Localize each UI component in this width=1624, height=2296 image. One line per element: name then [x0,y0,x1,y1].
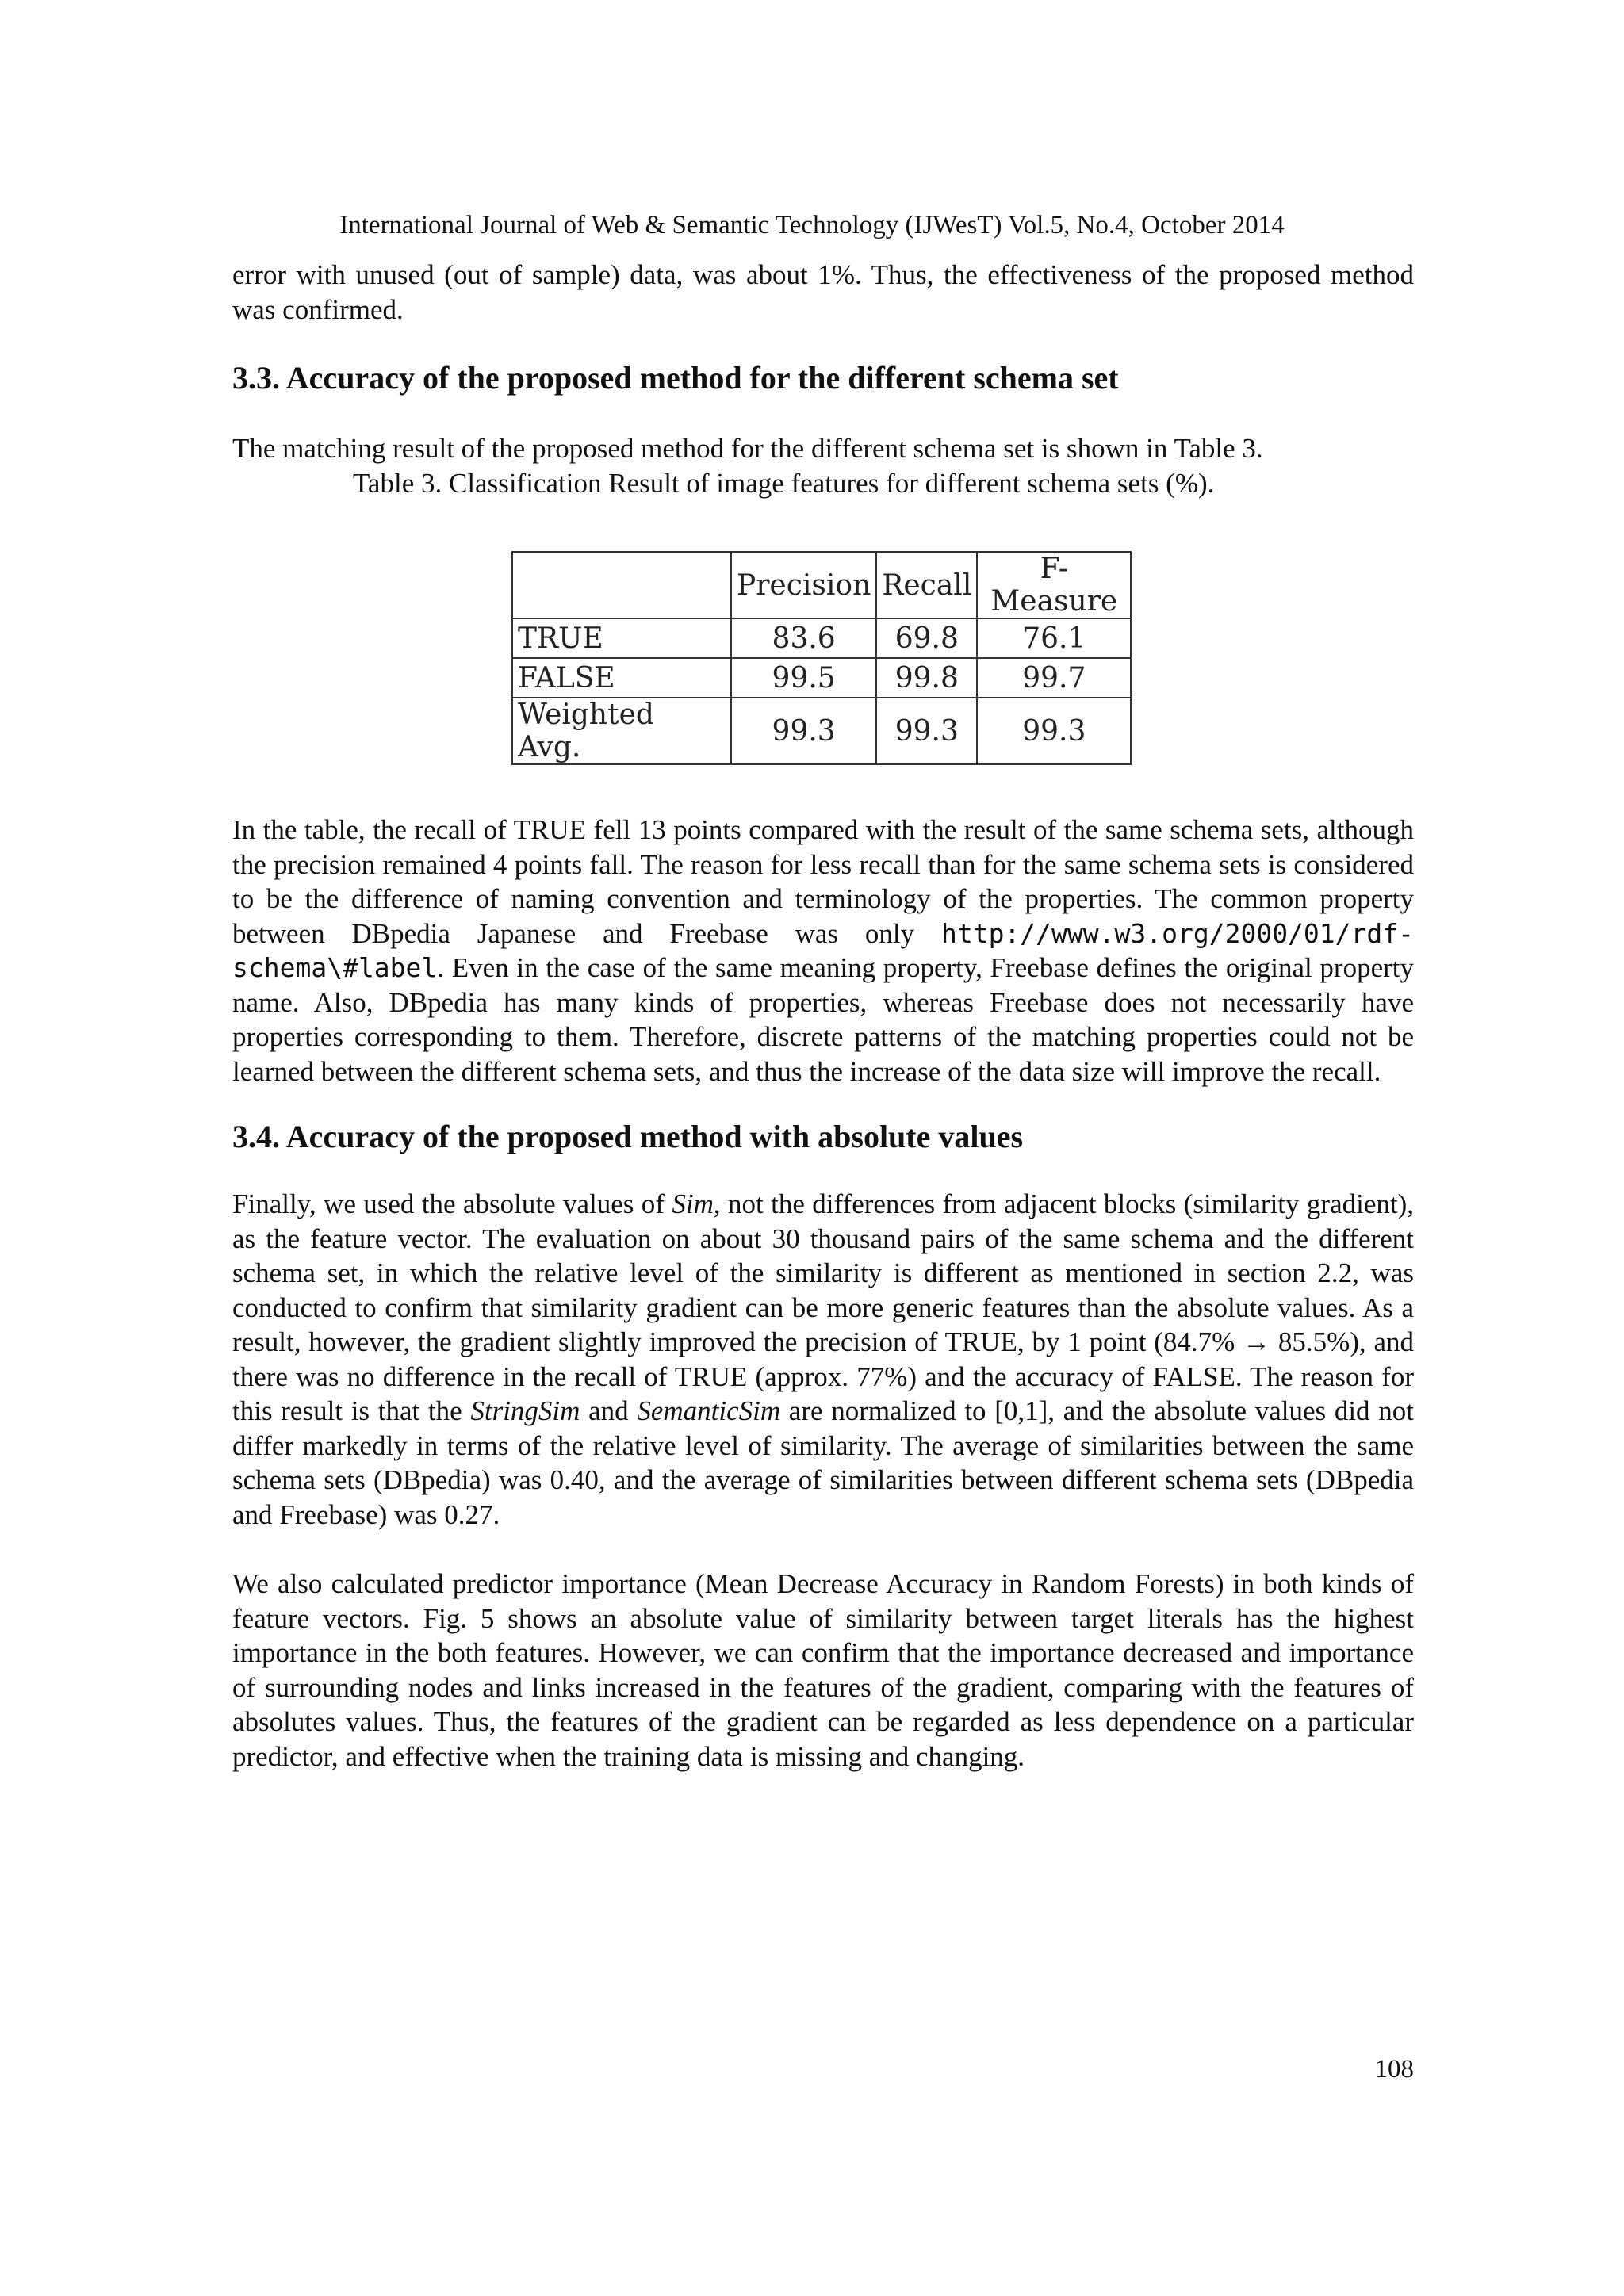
row-label: Weighted Avg. [512,698,731,764]
text-run: Finally, we used the absolute values of [232,1188,672,1219]
table-row [512,618,1131,658]
table-cell: 99.3 [876,698,977,764]
table-cell: 76.1 [977,618,1131,658]
text-run: . Even in the case of the same meaning property, Freebase defines the original property name. Also, DBpedia has many kinds of properties, whereas Freebase does not necessarily have properties corresponding to them. Therefore, discrete patterns of the matching properties could not be learned between the different schema sets, and thus the increase of the data size will improve the recall. [232,952,1414,1087]
term-stringsim: StringSim [470,1395,580,1426]
table-header-row [512,552,1131,618]
row-label: TRUE [512,618,731,658]
table-cell: 99.3 [977,698,1131,764]
table-cell: 99.5 [731,658,876,698]
term-semanticsim: SemanticSim [637,1395,781,1426]
text-run: are normalized to [0,1], and the absolute values did not differ markedly in terms of the relative level of similarity. The average of similarities between the same schema sets (DBpedia) was 0.40, and the average of similarities between different schema sets (DBpedia and Freebase) was 0.27. [232,1395,1414,1530]
table-cell: 99.7 [977,658,1131,698]
page-number: 108 [1374,2055,1414,2084]
text-run: , not the differences from adjacent blocks (similarity gradient), as the feature vector. The evaluation on about 30 thousand pairs of the same schema and the different schema set, in which the relative level of the similarity is different as mentioned in section 2.2, was conducted to confirm that similarity gradient can be more generic features than the absolute values. As a result, however, the gradient slightly improved the precision of TRUE, by 1 point (84.7% → 85.5%), and there was no difference in the recall of TRUE (approx. 77%) and the accuracy of FALSE. The reason for this result is that the [232,1188,1414,1426]
table-discussion-paragraph [232,813,1414,1089]
row-label: FALSE [512,658,731,698]
table-caption: Table 3. Classification Result of image features for different schema sets (%). [353,467,1215,499]
page-body [232,258,1414,1774]
table-cell: 69.8 [876,618,977,658]
term-sim: Sim [672,1188,714,1219]
table-row [512,658,1131,698]
running-header: International Journal of Web & Semantic Technology (IJWesT) Vol.5, No.4, October 2014 [339,211,1285,239]
absolute-values-paragraph [232,1187,1414,1532]
property-uri: http://www.w3.org/2000/01/rdf-schema\#label [232,917,1414,983]
column-header: Precision [731,552,876,618]
text-run: In the table, the recall of TRUE fell 13 points compared with the result of the same schema sets, although the precision remained 4 points fall. The reason for less recall than for the same schema sets is considered to be the difference of naming convention and terminology of the properties. The common property between DBpedia Japanese and Freebase was only [232,814,1414,949]
section-heading-3-4: 3.4. Accuracy of the proposed method with absolute values [232,1119,1024,1154]
table-3-wrapper [511,551,1414,765]
continuation-paragraph: error with unused (out of sample) data, was about 1%. Thus, the effectiveness of the proposed method was confirmed. [232,259,1414,325]
column-header: Recall [876,552,977,618]
table-corner-cell [512,552,731,618]
text-run: and [580,1395,638,1426]
table-cell: 83.6 [731,618,876,658]
table-cell: 99.3 [731,698,876,764]
section-heading-3-3: 3.3. Accuracy of the proposed method for the different schema set [232,360,1119,396]
predictor-importance-paragraph: We also calculated predictor importance (Mean Decrease Accuracy in Random Forests) in both kinds of feature vectors. Fig. 5 shows an absolute value of similarity between target literals has the highest importance in the both features. However, we can confirm that the importance decreased and importance of surrounding nodes and links increased in the features of the gradient, comparing with the features of absolutes values. Thus, the features of the gradient can be regarded as less dependence on a particular predictor, and effective when the training data is missing and changing. [232,1568,1414,1772]
table-intro-paragraph: The matching result of the proposed method for the different schema set is shown in Table 3. [232,433,1263,464]
column-header: F-Measure [977,552,1131,618]
results-table [511,551,1132,765]
table-row [512,698,1131,764]
table-cell: 99.8 [876,658,977,698]
